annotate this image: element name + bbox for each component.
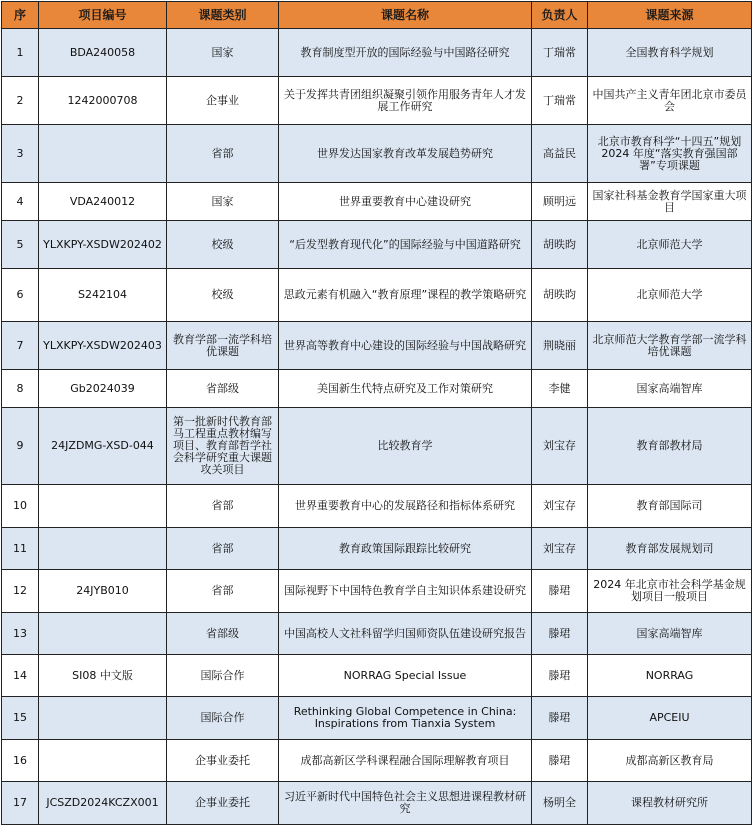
cell-code: YLXKPY-XSDW202403 [39, 322, 167, 370]
table-row [2, 613, 752, 655]
cell-code [39, 613, 167, 655]
table-row [2, 322, 752, 370]
cell-code [39, 485, 167, 528]
cell-seq: 11 [2, 528, 39, 570]
cell-title: 中国高校人文社科留学归国师资队伍建设研究报告 [279, 613, 532, 655]
cell-title: 国际视野下中国特色教育学自主知识体系建设研究 [279, 570, 532, 613]
header-source: 课题来源 [588, 2, 752, 29]
cell-seq: 17 [2, 782, 39, 825]
cell-title: 习近平新时代中国特色社会主义思想进课程教材研究 [279, 782, 532, 825]
cell-title: 教育政策国际跟踪比较研究 [279, 528, 532, 570]
cell-source: APCEIU [588, 697, 752, 740]
cell-category: 省部级 [167, 370, 279, 408]
cell-seq: 9 [2, 408, 39, 485]
table-row [2, 485, 752, 528]
cell-leader: 滕珺 [532, 740, 588, 782]
table-row [2, 655, 752, 697]
cell-source: 教育部发展规划司 [588, 528, 752, 570]
cell-seq: 1 [2, 29, 39, 77]
cell-code: 1242000708 [39, 77, 167, 125]
cell-category: 省部 [167, 485, 279, 528]
cell-code [39, 125, 167, 183]
table-row [2, 408, 752, 485]
cell-category: 国际合作 [167, 655, 279, 697]
cell-source: 国家社科基金教育学国家重大项目 [588, 183, 752, 221]
cell-category: 国家 [167, 183, 279, 221]
cell-title: 比较教育学 [279, 408, 532, 485]
cell-category: 教育学部一流学科培优课题 [167, 322, 279, 370]
cell-source: NORRAG [588, 655, 752, 697]
cell-seq: 2 [2, 77, 39, 125]
cell-seq: 7 [2, 322, 39, 370]
cell-category: 省部 [167, 125, 279, 183]
cell-seq: 6 [2, 269, 39, 322]
cell-source: 教育部教材局 [588, 408, 752, 485]
cell-category: 省部 [167, 570, 279, 613]
cell-source: 北京市教育科学“十四五”规划 2024 年度“落实教育强国部署”专项课题 [588, 125, 752, 183]
cell-code: SI08 中文版 [39, 655, 167, 697]
cell-source: 北京师范大学教育学部一流学科培优课题 [588, 322, 752, 370]
cell-seq: 14 [2, 655, 39, 697]
cell-leader: 刘宝存 [532, 408, 588, 485]
cell-code: JCSZD2024KCZX001 [39, 782, 167, 825]
table-row [2, 782, 752, 825]
cell-title: 关于发挥共青团组织凝聚引领作用服务青年人才发展工作研究 [279, 77, 532, 125]
cell-leader: 滕珺 [532, 697, 588, 740]
cell-code: 24JYB010 [39, 570, 167, 613]
cell-code: VDA240012 [39, 183, 167, 221]
cell-code: S242104 [39, 269, 167, 322]
cell-source: 北京师范大学 [588, 221, 752, 269]
cell-code [39, 697, 167, 740]
table-row [2, 740, 752, 782]
header-seq: 序 [2, 2, 39, 29]
table-row [2, 269, 752, 322]
header-title: 课题名称 [279, 2, 532, 29]
cell-source: 2024 年北京市社会科学基金规划项目一般项目 [588, 570, 752, 613]
table-row [2, 528, 752, 570]
table-row [2, 125, 752, 183]
cell-category: 企事业委托 [167, 782, 279, 825]
cell-category: 省部级 [167, 613, 279, 655]
cell-source: 国家高端智库 [588, 370, 752, 408]
cell-title: Rethinking Global Competence in China: Inspirations from Tianxia System [279, 697, 532, 740]
cell-leader: 李健 [532, 370, 588, 408]
cell-leader: 滕珺 [532, 613, 588, 655]
cell-code: BDA240058 [39, 29, 167, 77]
cell-leader: 胡昳昀 [532, 269, 588, 322]
cell-leader: 丁瑞常 [532, 29, 588, 77]
header-code: 项目编号 [39, 2, 167, 29]
cell-category: 第一批新时代教育部马工程重点教材编写项目、教育部哲学社会科学研究重大课题攻关项目 [167, 408, 279, 485]
cell-seq: 5 [2, 221, 39, 269]
header-category: 课题类别 [167, 2, 279, 29]
cell-title: 美国新生代特点研究及工作对策研究 [279, 370, 532, 408]
cell-leader: 高益民 [532, 125, 588, 183]
cell-leader: 顾明远 [532, 183, 588, 221]
cell-source: 中国共产主义青年团北京市委员会 [588, 77, 752, 125]
cell-leader: 荆晓丽 [532, 322, 588, 370]
cell-category: 校级 [167, 221, 279, 269]
cell-seq: 10 [2, 485, 39, 528]
research-projects-table [1, 1, 752, 825]
header-row [2, 2, 752, 29]
cell-title: 成都高新区学科课程融合国际理解教育项目 [279, 740, 532, 782]
cell-leader: 刘宝存 [532, 485, 588, 528]
cell-category: 企事业委托 [167, 740, 279, 782]
table-row [2, 221, 752, 269]
table-row [2, 697, 752, 740]
cell-seq: 15 [2, 697, 39, 740]
cell-seq: 8 [2, 370, 39, 408]
cell-code [39, 528, 167, 570]
cell-category: 企事业 [167, 77, 279, 125]
cell-title: 世界重要教育中心的发展路径和指标体系研究 [279, 485, 532, 528]
cell-source: 教育部国际司 [588, 485, 752, 528]
cell-seq: 3 [2, 125, 39, 183]
cell-title: 世界高等教育中心建设的国际经验与中国战略研究 [279, 322, 532, 370]
cell-seq: 16 [2, 740, 39, 782]
table-row [2, 183, 752, 221]
cell-leader: 丁瑞常 [532, 77, 588, 125]
table-body [2, 29, 752, 825]
cell-leader: 滕珺 [532, 655, 588, 697]
cell-source: 全国教育科学规划 [588, 29, 752, 77]
header-leader: 负责人 [532, 2, 588, 29]
cell-title: 教育制度型开放的国际经验与中国路径研究 [279, 29, 532, 77]
cell-source: 课程教材研究所 [588, 782, 752, 825]
cell-seq: 12 [2, 570, 39, 613]
cell-title: 思政元素有机融入“教育原理”课程的教学策略研究 [279, 269, 532, 322]
cell-leader: 杨明全 [532, 782, 588, 825]
cell-category: 国家 [167, 29, 279, 77]
cell-leader: 滕珺 [532, 570, 588, 613]
cell-category: 校级 [167, 269, 279, 322]
cell-title: NORRAG Special Issue [279, 655, 532, 697]
cell-seq: 4 [2, 183, 39, 221]
table-row [2, 77, 752, 125]
cell-code: 24JZDMG-XSD-044 [39, 408, 167, 485]
table-row [2, 570, 752, 613]
cell-category: 国际合作 [167, 697, 279, 740]
cell-source: 成都高新区教育局 [588, 740, 752, 782]
cell-seq: 13 [2, 613, 39, 655]
cell-title: “后发型教育现代化”的国际经验与中国道路研究 [279, 221, 532, 269]
cell-leader: 胡昳昀 [532, 221, 588, 269]
table-row [2, 370, 752, 408]
cell-category: 省部 [167, 528, 279, 570]
cell-leader: 刘宝存 [532, 528, 588, 570]
cell-code [39, 740, 167, 782]
cell-source: 北京师范大学 [588, 269, 752, 322]
cell-title: 世界重要教育中心建设研究 [279, 183, 532, 221]
cell-source: 国家高端智库 [588, 613, 752, 655]
cell-title: 世界发达国家教育改革发展趋势研究 [279, 125, 532, 183]
cell-code: YLXKPY-XSDW202402 [39, 221, 167, 269]
table-row [2, 29, 752, 77]
cell-code: Gb2024039 [39, 370, 167, 408]
